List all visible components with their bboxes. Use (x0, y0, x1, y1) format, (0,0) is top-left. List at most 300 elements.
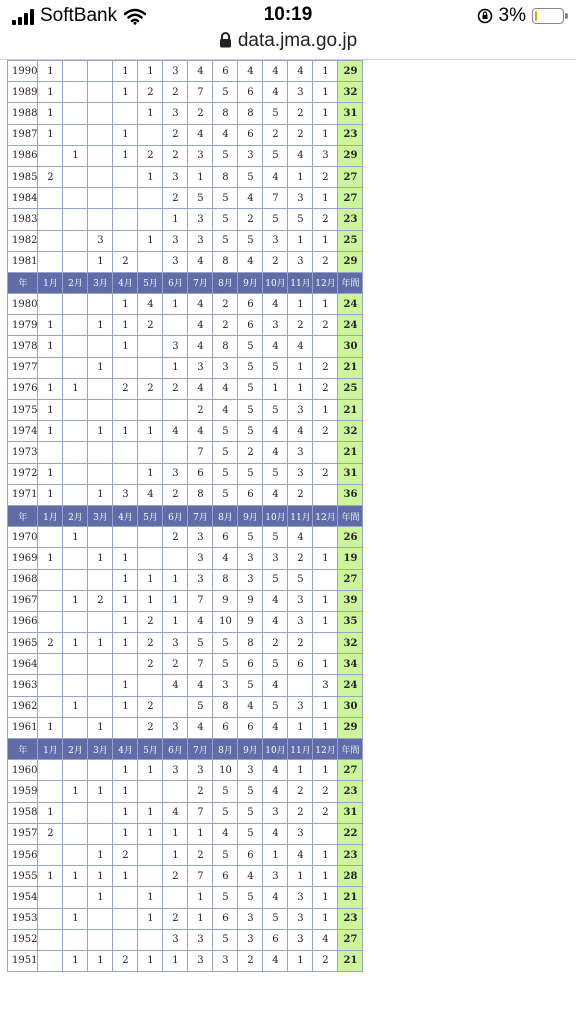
month-cell: 2 (288, 103, 313, 124)
month-cell: 1 (288, 950, 313, 971)
month-cell: 3 (263, 548, 288, 569)
month-cell: 1 (313, 717, 338, 738)
month-cell: 1 (113, 82, 138, 103)
column-header: 2月 (63, 505, 88, 526)
month-cell: 2 (238, 442, 263, 463)
month-cell: 6 (188, 463, 213, 484)
month-cell: 4 (263, 590, 288, 611)
month-cell: 5 (213, 421, 238, 442)
annual-total-cell: 34 (338, 654, 363, 675)
month-cell: 3 (213, 357, 238, 378)
column-header: 5月 (138, 505, 163, 526)
month-cell: 3 (288, 887, 313, 908)
month-cell: 5 (213, 230, 238, 251)
month-cell: 1 (288, 760, 313, 781)
month-cell: 3 (188, 357, 213, 378)
month-cell: 1 (38, 124, 63, 145)
month-cell: 1 (63, 378, 88, 399)
table-row (8, 166, 363, 187)
month-cell: 1 (113, 421, 138, 442)
column-header: 6月 (163, 505, 188, 526)
month-cell: 1 (163, 294, 188, 315)
column-header: 10月 (263, 272, 288, 293)
month-cell: 3 (238, 760, 263, 781)
month-cell: 5 (263, 654, 288, 675)
month-cell: 1 (113, 866, 138, 887)
month-cell: 2 (138, 654, 163, 675)
month-cell: 5 (188, 696, 213, 717)
month-cell (38, 569, 63, 590)
month-cell: 6 (213, 908, 238, 929)
month-cell: 2 (163, 866, 188, 887)
table-row (8, 103, 363, 124)
month-cell: 1 (63, 527, 88, 548)
month-cell: 3 (213, 950, 238, 971)
month-cell (138, 781, 163, 802)
month-cell: 4 (288, 844, 313, 865)
annual-total-cell: 21 (338, 400, 363, 421)
month-cell (38, 908, 63, 929)
month-cell: 4 (263, 82, 288, 103)
month-cell (88, 527, 113, 548)
month-cell (88, 802, 113, 823)
column-header: 12月 (313, 272, 338, 293)
month-cell (38, 188, 63, 209)
table-row (8, 484, 363, 505)
month-cell: 2 (163, 484, 188, 505)
table-row (8, 590, 363, 611)
month-cell: 3 (188, 145, 213, 166)
table-row (8, 887, 363, 908)
month-cell (113, 929, 138, 950)
month-cell (38, 696, 63, 717)
column-header: 8月 (213, 272, 238, 293)
month-cell: 3 (288, 400, 313, 421)
year-cell: 1967 (8, 590, 38, 611)
year-cell: 1966 (8, 611, 38, 632)
table-row (8, 654, 363, 675)
month-cell: 2 (213, 294, 238, 315)
month-cell: 4 (188, 294, 213, 315)
annual-total-cell: 23 (338, 209, 363, 230)
month-cell: 4 (238, 696, 263, 717)
month-cell (113, 103, 138, 124)
month-cell: 1 (38, 103, 63, 124)
month-cell: 4 (238, 866, 263, 887)
month-cell: 1 (313, 103, 338, 124)
month-cell: 5 (288, 209, 313, 230)
month-cell: 3 (163, 463, 188, 484)
month-cell: 5 (213, 209, 238, 230)
month-cell: 10 (213, 611, 238, 632)
month-cell (38, 251, 63, 272)
month-cell (63, 103, 88, 124)
month-cell: 3 (313, 145, 338, 166)
month-cell (38, 357, 63, 378)
annual-total-cell: 36 (338, 484, 363, 505)
column-header: 9月 (238, 272, 263, 293)
month-cell: 1 (113, 336, 138, 357)
month-cell: 3 (113, 484, 138, 505)
month-cell: 2 (113, 251, 138, 272)
month-cell (138, 929, 163, 950)
month-cell: 3 (238, 929, 263, 950)
annual-total-cell: 32 (338, 421, 363, 442)
month-cell: 4 (138, 484, 163, 505)
month-cell: 2 (288, 484, 313, 505)
month-cell (63, 336, 88, 357)
month-cell: 6 (213, 527, 238, 548)
month-cell: 4 (288, 527, 313, 548)
column-header: 4月 (113, 272, 138, 293)
month-cell: 2 (288, 802, 313, 823)
year-cell: 1990 (8, 61, 38, 82)
month-cell: 6 (238, 844, 263, 865)
month-cell: 4 (263, 823, 288, 844)
month-cell: 1 (88, 421, 113, 442)
month-cell: 5 (238, 527, 263, 548)
month-cell: 2 (38, 166, 63, 187)
month-cell: 4 (188, 61, 213, 82)
page-content (0, 60, 576, 1024)
table-row (8, 209, 363, 230)
month-cell (63, 82, 88, 103)
month-cell: 5 (238, 421, 263, 442)
month-cell: 2 (313, 315, 338, 336)
month-cell: 5 (263, 463, 288, 484)
month-cell: 1 (88, 781, 113, 802)
month-cell: 9 (213, 590, 238, 611)
url-text: data.jma.go.jp (237, 30, 358, 51)
month-cell: 1 (88, 357, 113, 378)
month-cell (88, 166, 113, 187)
month-cell: 8 (238, 103, 263, 124)
month-cell: 2 (188, 103, 213, 124)
year-cell: 1963 (8, 675, 38, 696)
month-cell (88, 145, 113, 166)
month-cell (138, 124, 163, 145)
annual-total-cell: 21 (338, 442, 363, 463)
annual-total-cell: 23 (338, 844, 363, 865)
month-cell: 4 (188, 717, 213, 738)
column-header: 2月 (63, 739, 88, 760)
month-cell: 2 (238, 209, 263, 230)
month-cell: 4 (188, 421, 213, 442)
month-cell (63, 654, 88, 675)
annual-total-cell: 30 (338, 336, 363, 357)
month-cell (63, 823, 88, 844)
month-cell (88, 124, 113, 145)
month-cell: 2 (113, 950, 138, 971)
month-cell: 3 (188, 569, 213, 590)
month-cell (63, 548, 88, 569)
month-cell: 3 (263, 315, 288, 336)
month-cell: 1 (88, 633, 113, 654)
month-cell (38, 654, 63, 675)
month-cell: 1 (313, 654, 338, 675)
month-cell: 6 (238, 294, 263, 315)
month-cell: 4 (313, 929, 338, 950)
year-cell: 1955 (8, 866, 38, 887)
month-cell: 1 (313, 548, 338, 569)
month-cell: 1 (113, 611, 138, 632)
lock-icon (219, 32, 232, 48)
month-cell: 4 (213, 823, 238, 844)
month-cell: 8 (213, 103, 238, 124)
table-row (8, 633, 363, 654)
month-cell: 2 (213, 315, 238, 336)
year-cell: 1968 (8, 569, 38, 590)
month-cell (113, 188, 138, 209)
month-cell: 5 (213, 929, 238, 950)
month-cell (63, 484, 88, 505)
month-cell: 6 (238, 82, 263, 103)
month-cell: 1 (138, 569, 163, 590)
month-cell: 4 (263, 442, 288, 463)
status-bar (0, 0, 576, 30)
month-cell: 3 (188, 230, 213, 251)
table-row (8, 251, 363, 272)
month-cell: 4 (288, 336, 313, 357)
month-cell: 5 (213, 463, 238, 484)
month-cell (113, 908, 138, 929)
month-cell: 3 (188, 950, 213, 971)
year-cell: 1951 (8, 950, 38, 971)
month-cell: 2 (138, 145, 163, 166)
column-header: 5月 (138, 739, 163, 760)
month-cell: 4 (238, 251, 263, 272)
month-cell: 3 (163, 230, 188, 251)
month-cell: 4 (163, 675, 188, 696)
month-cell: 3 (288, 82, 313, 103)
annual-total-cell: 27 (338, 929, 363, 950)
year-cell: 1979 (8, 315, 38, 336)
month-cell: 7 (188, 654, 213, 675)
month-cell: 3 (288, 696, 313, 717)
month-cell: 3 (188, 760, 213, 781)
month-cell: 1 (313, 188, 338, 209)
month-cell: 2 (138, 611, 163, 632)
month-cell: 1 (63, 908, 88, 929)
annual-total-cell: 32 (338, 633, 363, 654)
battery-percent: 3% (498, 5, 526, 26)
month-cell: 2 (38, 633, 63, 654)
month-cell: 2 (313, 209, 338, 230)
month-cell: 1 (313, 844, 338, 865)
table-row (8, 357, 363, 378)
month-cell (113, 717, 138, 738)
month-cell: 1 (188, 887, 213, 908)
month-cell: 1 (138, 103, 163, 124)
month-cell (63, 61, 88, 82)
table-row (8, 696, 363, 717)
month-cell: 5 (238, 781, 263, 802)
month-cell (163, 400, 188, 421)
month-cell: 5 (263, 209, 288, 230)
month-cell (138, 188, 163, 209)
month-cell: 5 (213, 802, 238, 823)
address-bar[interactable] (0, 30, 576, 58)
month-cell (138, 336, 163, 357)
month-cell (113, 357, 138, 378)
month-cell: 1 (113, 61, 138, 82)
month-cell: 3 (163, 61, 188, 82)
table-row (8, 378, 363, 399)
table-row (8, 929, 363, 950)
annual-total-cell: 25 (338, 378, 363, 399)
month-cell: 5 (213, 484, 238, 505)
month-cell: 1 (113, 294, 138, 315)
month-cell: 2 (313, 463, 338, 484)
month-cell: 2 (138, 696, 163, 717)
month-cell: 1 (88, 251, 113, 272)
month-cell: 1 (38, 315, 63, 336)
month-cell: 2 (113, 378, 138, 399)
month-cell: 1 (313, 294, 338, 315)
month-cell: 1 (288, 357, 313, 378)
month-cell (38, 294, 63, 315)
year-cell: 1981 (8, 251, 38, 272)
month-cell: 3 (238, 908, 263, 929)
annual-total-cell: 24 (338, 675, 363, 696)
month-cell (88, 654, 113, 675)
annual-total-cell: 26 (338, 527, 363, 548)
column-header: 10月 (263, 505, 288, 526)
month-cell: 2 (138, 82, 163, 103)
month-cell: 4 (263, 294, 288, 315)
month-cell: 2 (163, 188, 188, 209)
month-cell: 3 (288, 442, 313, 463)
annual-total-cell: 19 (338, 548, 363, 569)
month-cell: 5 (263, 569, 288, 590)
month-cell: 5 (213, 781, 238, 802)
month-cell: 1 (313, 887, 338, 908)
month-cell: 1 (138, 760, 163, 781)
annual-total-cell: 31 (338, 103, 363, 124)
month-cell: 1 (138, 166, 163, 187)
month-cell: 4 (213, 400, 238, 421)
month-cell (88, 760, 113, 781)
month-cell: 4 (213, 378, 238, 399)
month-cell: 4 (263, 950, 288, 971)
month-cell: 8 (213, 569, 238, 590)
month-cell (63, 929, 88, 950)
annual-total-cell: 31 (338, 802, 363, 823)
month-cell: 6 (288, 654, 313, 675)
year-cell: 1961 (8, 717, 38, 738)
year-cell: 1984 (8, 188, 38, 209)
month-cell: 4 (288, 421, 313, 442)
month-cell: 6 (213, 717, 238, 738)
year-cell: 1974 (8, 421, 38, 442)
month-cell: 5 (213, 82, 238, 103)
month-cell (88, 294, 113, 315)
annual-total-cell: 21 (338, 357, 363, 378)
month-cell: 1 (313, 696, 338, 717)
month-cell (63, 209, 88, 230)
column-header: 9月 (238, 739, 263, 760)
table-row (8, 294, 363, 315)
month-cell (163, 315, 188, 336)
month-cell: 5 (238, 230, 263, 251)
month-cell (63, 188, 88, 209)
month-cell: 3 (188, 527, 213, 548)
table-row (8, 866, 363, 887)
annual-total-cell: 24 (338, 315, 363, 336)
month-cell: 2 (88, 590, 113, 611)
annual-total-cell: 39 (338, 590, 363, 611)
month-cell: 7 (188, 442, 213, 463)
month-cell: 4 (188, 251, 213, 272)
month-cell: 3 (313, 675, 338, 696)
month-cell (313, 336, 338, 357)
month-cell (63, 887, 88, 908)
month-cell: 1 (63, 633, 88, 654)
month-cell: 3 (238, 569, 263, 590)
month-cell (138, 209, 163, 230)
month-cell: 4 (188, 611, 213, 632)
month-cell: 1 (313, 400, 338, 421)
month-cell (63, 442, 88, 463)
column-header: 年 (8, 272, 38, 293)
month-cell: 4 (238, 188, 263, 209)
annual-total-cell: 28 (338, 866, 363, 887)
column-header: 2月 (63, 272, 88, 293)
month-cell: 4 (263, 61, 288, 82)
column-header: 3月 (88, 739, 113, 760)
month-cell (63, 400, 88, 421)
month-cell (63, 230, 88, 251)
month-cell (38, 527, 63, 548)
column-header: 4月 (113, 739, 138, 760)
month-cell (63, 675, 88, 696)
month-cell: 5 (238, 887, 263, 908)
month-cell: 3 (263, 866, 288, 887)
month-cell (313, 633, 338, 654)
month-cell (38, 781, 63, 802)
month-cell: 1 (113, 548, 138, 569)
month-cell: 2 (163, 378, 188, 399)
month-cell (113, 400, 138, 421)
table-row (8, 569, 363, 590)
month-cell: 5 (263, 908, 288, 929)
month-cell: 5 (238, 357, 263, 378)
month-cell: 5 (238, 166, 263, 187)
month-cell: 6 (213, 61, 238, 82)
month-cell: 2 (163, 82, 188, 103)
month-cell: 1 (113, 590, 138, 611)
month-cell: 4 (213, 548, 238, 569)
annual-total-cell: 32 (338, 82, 363, 103)
month-cell (63, 294, 88, 315)
month-cell: 4 (188, 675, 213, 696)
month-cell: 1 (163, 357, 188, 378)
month-cell: 1 (188, 823, 213, 844)
table-row (8, 823, 363, 844)
month-cell: 5 (213, 442, 238, 463)
year-cell: 1956 (8, 844, 38, 865)
month-cell (63, 357, 88, 378)
month-cell: 3 (288, 611, 313, 632)
month-cell: 3 (288, 590, 313, 611)
month-cell: 1 (113, 675, 138, 696)
year-cell: 1953 (8, 908, 38, 929)
month-cell: 5 (263, 357, 288, 378)
month-cell: 3 (163, 929, 188, 950)
month-cell: 1 (313, 124, 338, 145)
table-row (8, 548, 363, 569)
month-cell: 1 (163, 950, 188, 971)
